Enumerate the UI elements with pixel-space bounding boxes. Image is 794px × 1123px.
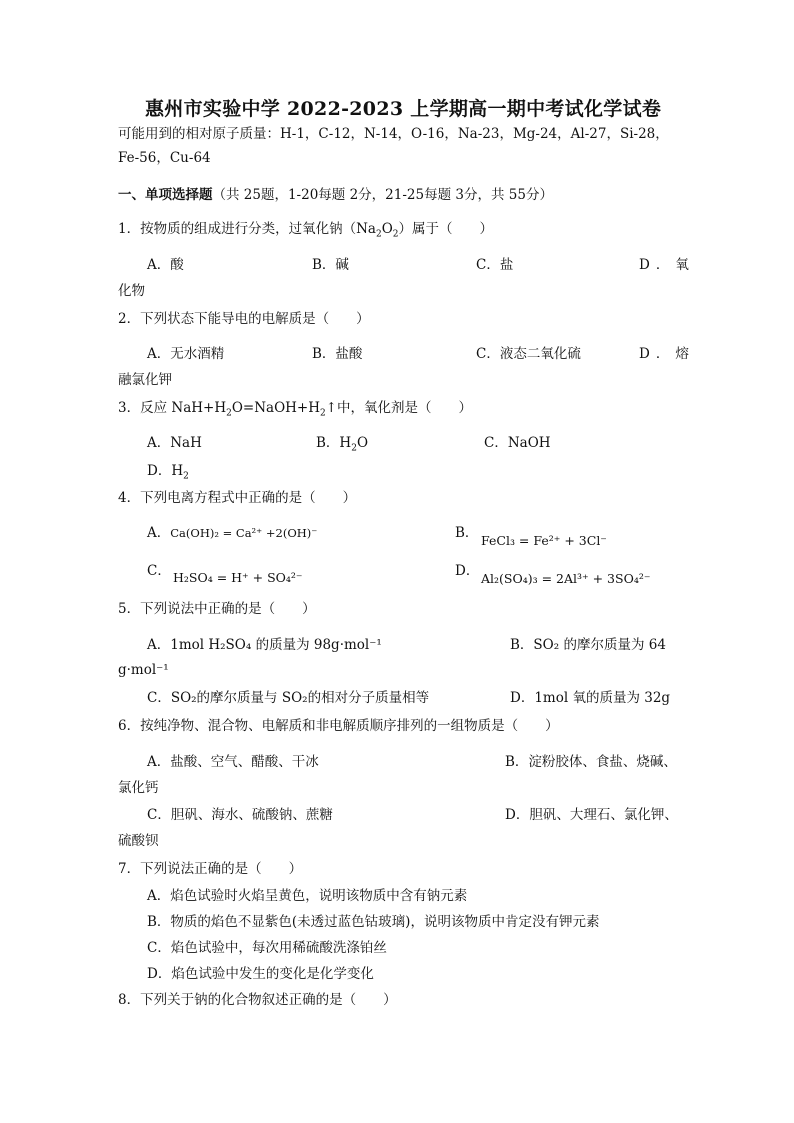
q3-option-d-sub: 2 bbox=[183, 471, 189, 482]
q1-option-d-wrap: 化物 bbox=[118, 283, 145, 299]
q1-sub-2: 2 bbox=[392, 229, 399, 240]
q4-equation-b: FeCl₃ = Fe²⁺ + 3Cl⁻ bbox=[481, 533, 607, 548]
q3-option-b-text: B．H bbox=[316, 435, 352, 451]
q3-option-b-sub: 2 bbox=[351, 443, 357, 454]
q1-option-c[interactable]: C．盐 bbox=[476, 257, 514, 273]
question-8-stem: 8．下列关于钠的化合物叙述正确的是（ ） bbox=[118, 992, 397, 1008]
q3-option-d[interactable] bbox=[147, 462, 189, 480]
q1-option-d[interactable]: D．氧 bbox=[639, 257, 695, 273]
q1-sub-1: 2 bbox=[375, 229, 382, 240]
q1-stem-mid: O bbox=[381, 221, 393, 237]
q3-option-c[interactable]: C．NaOH bbox=[484, 435, 551, 451]
q3-option-b[interactable] bbox=[316, 434, 368, 452]
q4-option-a[interactable] bbox=[147, 524, 317, 542]
q2-option-b[interactable]: B．盐酸 bbox=[312, 346, 363, 362]
q1-option-b[interactable]: B．碱 bbox=[312, 257, 349, 273]
q1-stem-part-b: ）属于（ ） bbox=[398, 221, 493, 237]
q6-option-b-wrap: 氯化钙 bbox=[118, 780, 159, 796]
q6-option-a[interactable]: A．盐酸、空气、醋酸、干冰 bbox=[147, 754, 319, 770]
q3-option-b-tail: O bbox=[356, 435, 369, 451]
q3-sub-1: 2 bbox=[226, 408, 232, 419]
question-3-stem bbox=[118, 399, 472, 417]
q7-option-b[interactable]: B．物质的焰色不显紫色(未透过蓝色钴玻璃)，说明该物质中肯定没有钾元素 bbox=[147, 914, 600, 930]
q1-option-a[interactable]: A．酸 bbox=[147, 257, 184, 273]
question-5-stem: 5．下列说法中正确的是（ ） bbox=[118, 601, 316, 617]
section-heading bbox=[118, 186, 553, 204]
q6-option-b[interactable]: B．淀粉胶体、食盐、烧碱、 bbox=[505, 754, 677, 770]
q5-option-b-wrap: g·mol⁻¹ bbox=[118, 662, 169, 678]
q2-option-d[interactable]: D．熔 bbox=[639, 346, 695, 362]
q4-option-c-label[interactable]: C． bbox=[147, 563, 171, 579]
q5-option-d[interactable]: D．1mol 氧的质量为 32g bbox=[510, 690, 671, 706]
question-2-stem: 2．下列状态下能导电的电解质是（ ） bbox=[118, 311, 370, 327]
q6-option-d-wrap: 硫酸钡 bbox=[118, 833, 159, 849]
q2-option-c[interactable]: C．液态二氧化硫 bbox=[476, 346, 581, 362]
question-6-stem: 6．按纯净物、混合物、电解质和非电解质顺序排列的一组物质是（ ） bbox=[118, 718, 559, 734]
q2-option-a[interactable]: A．无水酒精 bbox=[147, 346, 225, 362]
q6-option-d[interactable]: D．胆矾、大理石、氯化钾、 bbox=[505, 807, 678, 823]
q3-sub-2: 2 bbox=[320, 408, 326, 419]
section-heading-title: 一、单项选择题 bbox=[118, 187, 213, 203]
question-4-stem: 4．下列电离方程式中正确的是（ ） bbox=[118, 490, 357, 506]
question-1-stem bbox=[118, 220, 493, 238]
q4-equation-d: Al₂(SO₄)₃ = 2Al³⁺ + 3SO₄²⁻ bbox=[481, 571, 651, 586]
q3-stem-part-a: 3．反应 NaH+H bbox=[118, 400, 227, 416]
q6-option-c[interactable]: C．胆矾、海水、硫酸钠、蔗糖 bbox=[147, 807, 333, 823]
q4-option-a-label: A． bbox=[147, 525, 171, 541]
q1-stem-part-a: 1．按物质的组成进行分类，过氧化钠（Na bbox=[118, 221, 376, 237]
q7-option-d[interactable]: D．焰色试验中发生的变化是化学变化 bbox=[147, 966, 374, 982]
q4-equation-a: Ca(OH)₂ = Ca²⁺ +2(OH)⁻ bbox=[170, 526, 318, 540]
q5-option-a[interactable]: A．1mol H₂SO₄ 的质量为 98g·mol⁻¹ bbox=[147, 637, 382, 653]
q3-option-d-text: D．H bbox=[147, 463, 184, 479]
q4-equation-c: H₂SO₄ = H⁺ + SO₄²⁻ bbox=[173, 570, 303, 585]
q7-option-c[interactable]: C．焰色试验中，每次用稀硫酸洗涤铂丝 bbox=[147, 940, 387, 956]
q3-option-a[interactable]: A．NaH bbox=[147, 435, 202, 451]
page-title: 惠州市实验中学 2022-2023 上学期高一期中考试化学试卷 bbox=[145, 98, 662, 120]
q5-option-b[interactable]: B．SO₂ 的摩尔质量为 64 bbox=[510, 637, 666, 653]
q3-stem-part-b: ↑中，氧化剂是（ ） bbox=[325, 400, 473, 416]
q5-option-c[interactable]: C．SO₂的摩尔质量与 SO₂的相对分子质量相等 bbox=[147, 690, 430, 706]
q4-option-b-label[interactable]: B． bbox=[455, 525, 479, 541]
q7-option-a[interactable]: A．焰色试验时火焰呈黄色，说明该物质中含有钠元素 bbox=[147, 888, 468, 904]
atomic-mass-line-1: 可能用到的相对原子质量：H-1，C-12，N-14，O-16，Na-23，Mg-24，Al-27，Si-28， bbox=[118, 126, 669, 142]
question-7-stem: 7．下列说法正确的是（ ） bbox=[118, 861, 303, 877]
q2-option-d-wrap: 融氯化钾 bbox=[118, 372, 172, 388]
atomic-mass-line-2: Fe-56，Cu-64 bbox=[118, 150, 211, 166]
q4-option-d-label[interactable]: D． bbox=[455, 563, 480, 579]
q3-stem-mid: O=NaOH+H bbox=[231, 400, 321, 416]
section-heading-note: （共 25题，1-20每题 2分，21-25每题 3分，共 55分） bbox=[212, 187, 553, 203]
